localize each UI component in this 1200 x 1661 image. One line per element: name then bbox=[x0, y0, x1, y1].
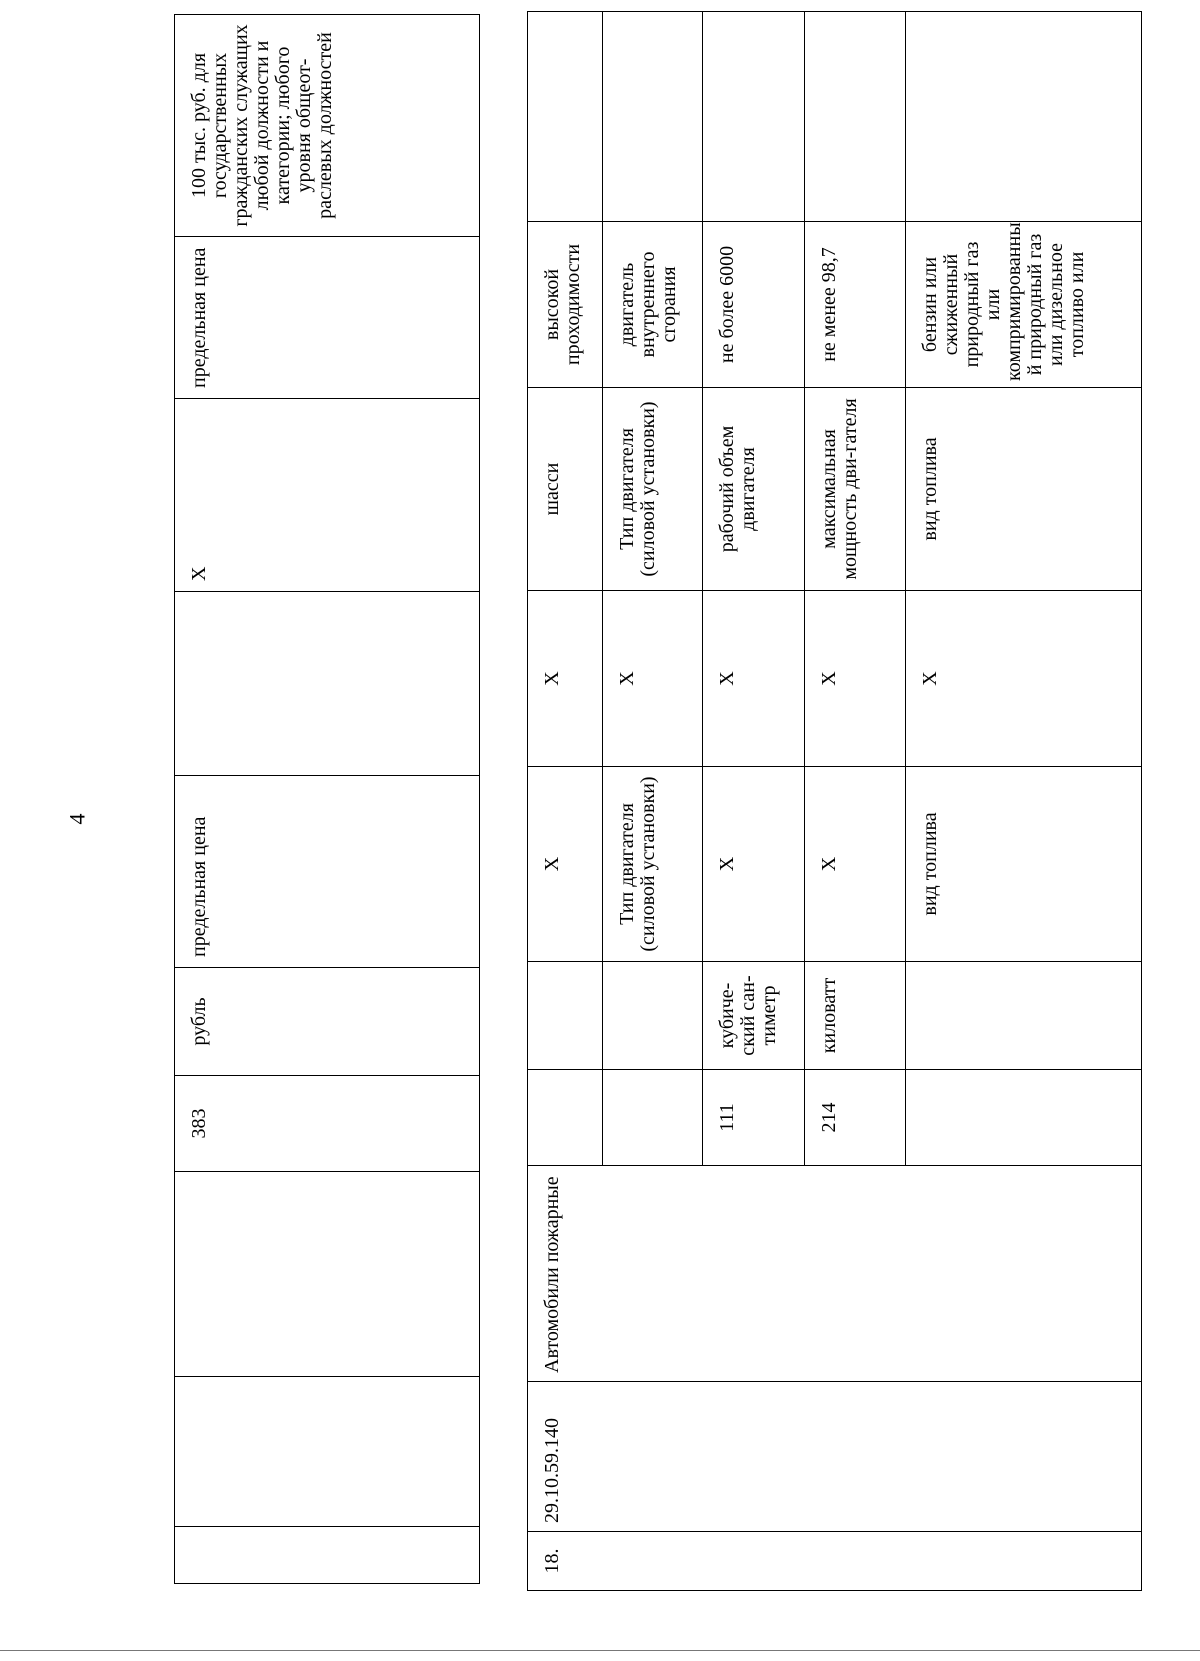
cell-characteristic-a: X bbox=[528, 767, 603, 962]
table-top-fragment bbox=[174, 15, 479, 1584]
cell-code bbox=[906, 1070, 1142, 1166]
cell-row-number: 18. bbox=[528, 1532, 1142, 1591]
cell-mark: X bbox=[603, 591, 703, 767]
cell-code bbox=[603, 1070, 703, 1166]
cell-code: 111 bbox=[703, 1070, 805, 1166]
cell-unit bbox=[528, 962, 603, 1070]
cell-mark: X bbox=[175, 399, 480, 592]
table-main-fragment bbox=[527, 12, 1141, 1591]
cell-value: двигатель внутреннего сгорания bbox=[603, 222, 703, 388]
cell-characteristic-b: шасси bbox=[528, 388, 603, 591]
cell-mark: X bbox=[528, 591, 603, 767]
table-top bbox=[174, 14, 480, 1584]
cell-characteristic-b: Тип двигателя (силовой установки) bbox=[603, 388, 703, 591]
scan-edge-line bbox=[0, 1650, 1200, 1651]
cell-mark: X bbox=[805, 591, 906, 767]
table-main bbox=[527, 11, 1142, 1591]
cell-mark: X bbox=[703, 591, 805, 767]
cell-empty bbox=[906, 12, 1142, 222]
cell-empty bbox=[805, 12, 906, 222]
cell-code bbox=[528, 1070, 603, 1166]
cell-value-a bbox=[175, 592, 480, 776]
cell-empty bbox=[703, 12, 805, 222]
cell-code: 214 bbox=[805, 1070, 906, 1166]
cell-value: не более 6000 bbox=[703, 222, 805, 388]
cell-product-name: Автомобили пожарные bbox=[528, 1166, 1142, 1382]
cell-unit bbox=[603, 962, 703, 1070]
cell-characteristic-a: предельная цена bbox=[175, 776, 480, 968]
cell-value: не менее 98,7 bbox=[805, 222, 906, 388]
cell-value-b: 100 тыс. руб. для государственных гражданских служащих любой должности и категории; любого уровня общеот-раслевых должностей bbox=[175, 15, 480, 237]
cell-characteristic-a: Тип двигателя (силовой установки) bbox=[603, 767, 703, 962]
cell-empty bbox=[528, 12, 603, 222]
cell-unit bbox=[906, 962, 1142, 1070]
cell-characteristic-b: вид топлива bbox=[906, 388, 1142, 591]
cell-unit: кубиче-ский сан-тиметр bbox=[703, 962, 805, 1070]
cell-unit: рубль bbox=[175, 968, 480, 1076]
cell-characteristic-a: вид топлива bbox=[906, 767, 1142, 962]
cell-empty bbox=[175, 1172, 480, 1377]
cell-code: 383 bbox=[175, 1076, 480, 1172]
cell-okpd-code: 29.10.59.140 bbox=[528, 1382, 1142, 1532]
cell-characteristic-a: X bbox=[805, 767, 906, 962]
cell-value: бензин или сжиженный природный газ или компримированны й природный газ или дизельное топливо или bbox=[906, 222, 1142, 388]
cell-value: высокой проходимости bbox=[528, 222, 603, 388]
page-number: 4 bbox=[64, 813, 90, 825]
cell-characteristic-b: предельная цена bbox=[175, 237, 480, 399]
cell-empty bbox=[603, 12, 703, 222]
cell-unit: киловатт bbox=[805, 962, 906, 1070]
cell-mark: X bbox=[906, 591, 1142, 767]
cell-empty bbox=[175, 1377, 480, 1527]
cell-characteristic-b: максимальная мощность дви-гателя bbox=[805, 388, 906, 591]
cell-characteristic-a: X bbox=[703, 767, 805, 962]
cell-empty bbox=[175, 1527, 480, 1584]
cell-characteristic-b: рабочий объем двигателя bbox=[703, 388, 805, 591]
